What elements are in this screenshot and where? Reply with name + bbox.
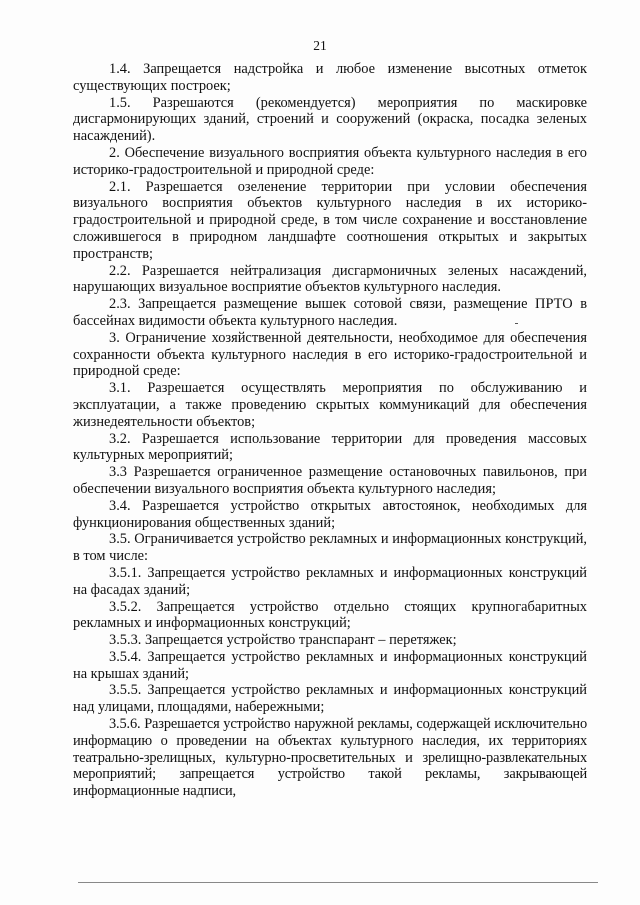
paragraph-3-1: 3.1. Разрешается осуществлять мероприятия по обслуживанию и эксплуатации, а также проведению скрытых коммуникаций для обеспечения жизнедеятельности объектов; [73,380,587,430]
paragraph-2-2: 2.2. Разрешается нейтрализация дисгармоничных зеленых насаждений, нарушающих визуальное восприятие объектов культурного наследия. [73,262,587,296]
page-number: 21 [313,38,327,53]
paragraph-3-5-1: 3.5.1. Запрещается устройство рекламных и информационных конструкций на фасадах зданий; [73,564,587,598]
paragraph-3-4: 3.4. Разрешается устройство открытых автостоянок, необходимых для функционирования общественных зданий; [73,497,587,531]
paragraph-3-5: 3.5. Ограничивается устройство рекламных и информационных конструкций, в том числе: [73,531,587,565]
scan-artifact-dot [515,323,518,324]
paragraph-3-5-6: 3.5.6. Разрешается устройство наружной рекламы, содержащей исключительно информацию о проведении на объектах культурного наследия, их территориях театрально-зрелищных, культурно-просветительных и зрелищно-развлекательных мероприятий; запрещается устройство такой рекламы, закрывающей информационные надписи, [73,716,587,800]
bottom-scan-edge [78,882,598,883]
paragraph-3-3: 3.3 Разрешается ограниченное размещение остановочных павильонов, при обеспечении визуального восприятия объекта культурного наследия; [73,464,587,497]
paragraph-1-4: 1.4. Запрещается надстройка и любое изменение высотных отметок существующих построек; [73,61,587,94]
paragraph-3-5-5: 3.5.5. Запрещается устройство рекламных и информационных конструкций над улицами, площадями, набережными; [73,682,587,716]
paragraph-2: 2. Обеспечение визуального восприятия объекта культурного наследия в его историко-градостроительной и природной среде: [73,144,587,178]
document-body [73,61,587,800]
paragraph-2-3: 2.3. Запрещается размещение вышек сотовой связи, размещение ПРТО в бассейнах видимости объекта культурного наследия. [73,296,587,329]
paragraph-3-5-3: 3.5.3. Запрещается устройство транспарант – перетяжек; [109,632,457,649]
paragraph-3-5-2: 3.5.2. Запрещается устройство отдельно стоящих крупногабаритных рекламных и информационных конструкций; [73,598,587,632]
paragraph-3: 3. Ограничение хозяйственной деятельности, необходимое для обеспечения сохранности объекта культурного наследия в его историко-градостроительной и природной среде: [73,329,587,380]
paragraph-2-1: 2.1. Разрешается озеленение территории при условии обеспечения визуального восприятия объектов культурного наследия в их историко-градостроительной и природной среде, в том числе сохранение и восстановление сложившегося в природном ландшафте соотношения открытых и закрытых пространств; [73,178,587,262]
paragraph-1-5: 1.5. Разрешаются (рекомендуется) мероприятия по маскировке дисгармонирующих зданий, строений и сооружений (окраска, посадка зеленых насаждений). [73,94,587,145]
paragraph-3-2: 3.2. Разрешается использование территории для проведения массовых культурных мероприятий; [73,430,587,464]
paragraph-3-5-4: 3.5.4. Запрещается устройство рекламных и информационных конструкций на крышах зданий; [73,648,587,682]
